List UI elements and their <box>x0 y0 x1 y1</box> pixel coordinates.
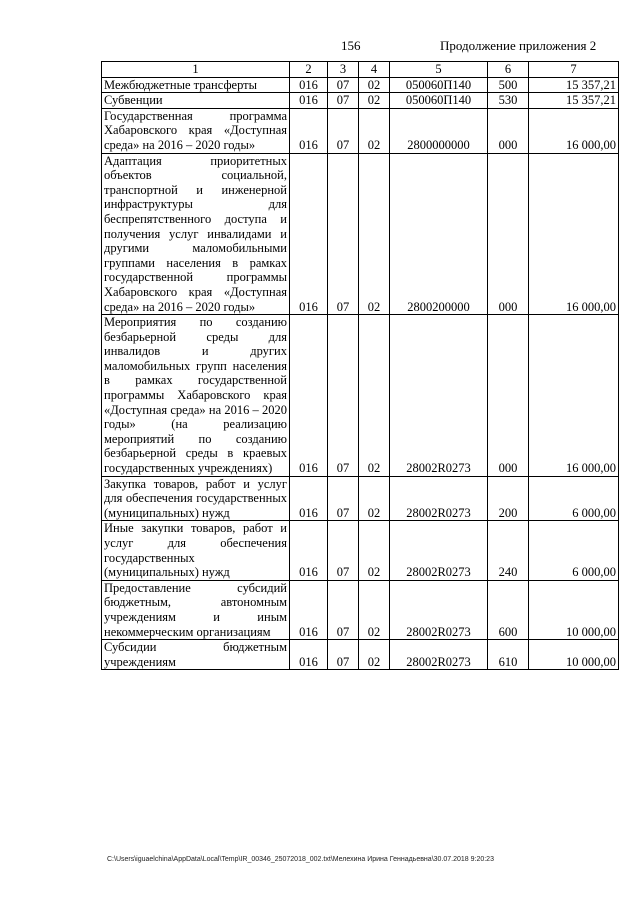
table-row <box>102 315 619 477</box>
row-name: Закупка товаров, работ и услуг для обеспечения государственных (муниципальных) нужд <box>102 476 290 521</box>
table-row <box>102 640 619 670</box>
row-code-6: 000 <box>488 153 529 315</box>
row-code-4: 02 <box>359 580 390 639</box>
row-sum: 15 357,21 <box>529 93 619 109</box>
row-sum: 6 000,00 <box>529 521 619 580</box>
table-row <box>102 476 619 521</box>
row-sum: 10 000,00 <box>529 640 619 670</box>
row-code-3: 07 <box>328 153 359 315</box>
column-header: 5 <box>390 62 488 78</box>
row-name: Предоставление субсидий бюджетным, автономным учреждениям и иным некоммерческим организациям <box>102 580 290 639</box>
table-row <box>102 521 619 580</box>
row-code-5: 050060П140 <box>390 93 488 109</box>
row-code-6: 610 <box>488 640 529 670</box>
row-code-3: 07 <box>328 108 359 153</box>
row-code-5: 2800000000 <box>390 108 488 153</box>
row-code-3: 07 <box>328 580 359 639</box>
row-code-6: 600 <box>488 580 529 639</box>
row-name: Межбюджетные трансферты <box>102 77 290 93</box>
budget-table <box>101 61 619 670</box>
row-sum: 10 000,00 <box>529 580 619 639</box>
row-name: Иные закупки товаров, работ и услуг для обеспечения государственных (муниципальных) нужд <box>102 521 290 580</box>
column-header: 3 <box>328 62 359 78</box>
row-code-3: 07 <box>328 93 359 109</box>
row-name: Субсидии бюджетным учреждениям <box>102 640 290 670</box>
row-code-6: 500 <box>488 77 529 93</box>
row-sum: 15 357,21 <box>529 77 619 93</box>
page-number: 156 <box>341 38 361 53</box>
row-name: Адаптация приоритетных объектов социальной, транспортной и инженерной инфраструктуры для беспрепятственного доступа и получения услуг инвалидами и другими маломобильными группами населения в рамках государственной программы Хабаровского края «Доступная среда» на 2016 – 2020 годы» <box>102 153 290 315</box>
row-code-2: 016 <box>290 580 328 639</box>
row-code-4: 02 <box>359 153 390 315</box>
table-row <box>102 153 619 315</box>
file-path-footer: C:\Users\iguaelchina\AppData\Local\Temp\IR_00346_25072018_002.txt\Мелехина Ирина Геннадьевна\30.07.2018 9:20:23 <box>107 856 494 863</box>
row-code-6: 000 <box>488 315 529 477</box>
row-code-2: 016 <box>290 77 328 93</box>
continuation-label: Продолжение приложения 2 <box>440 38 597 53</box>
row-name: Субвенции <box>102 93 290 109</box>
row-sum: 6 000,00 <box>529 476 619 521</box>
row-code-5: 2800200000 <box>390 153 488 315</box>
row-code-4: 02 <box>359 93 390 109</box>
row-code-5: 28002R0273 <box>390 640 488 670</box>
row-code-3: 07 <box>328 640 359 670</box>
table-header-row <box>102 62 619 78</box>
row-code-3: 07 <box>328 77 359 93</box>
row-code-2: 016 <box>290 153 328 315</box>
row-code-6: 530 <box>488 93 529 109</box>
column-header: 4 <box>359 62 390 78</box>
row-sum: 16 000,00 <box>529 108 619 153</box>
row-code-4: 02 <box>359 521 390 580</box>
row-code-2: 016 <box>290 521 328 580</box>
row-code-4: 02 <box>359 315 390 477</box>
row-code-5: 050060П140 <box>390 77 488 93</box>
row-code-6: 240 <box>488 521 529 580</box>
column-header: 6 <box>488 62 529 78</box>
table-row <box>102 77 619 93</box>
row-code-2: 016 <box>290 476 328 521</box>
row-code-2: 016 <box>290 315 328 477</box>
row-code-4: 02 <box>359 640 390 670</box>
table-row <box>102 580 619 639</box>
row-name: Государственная программа Хабаровского края «Доступная среда» на 2016 – 2020 годы» <box>102 108 290 153</box>
row-code-2: 016 <box>290 640 328 670</box>
row-code-3: 07 <box>328 315 359 477</box>
column-header: 2 <box>290 62 328 78</box>
row-sum: 16 000,00 <box>529 315 619 477</box>
row-code-3: 07 <box>328 521 359 580</box>
row-code-2: 016 <box>290 108 328 153</box>
column-header: 1 <box>102 62 290 78</box>
row-code-4: 02 <box>359 108 390 153</box>
row-code-2: 016 <box>290 93 328 109</box>
row-code-3: 07 <box>328 476 359 521</box>
row-code-6: 000 <box>488 108 529 153</box>
table-row <box>102 93 619 109</box>
row-code-5: 28002R0273 <box>390 580 488 639</box>
row-name: Мероприятия по созданию безбарьерной среды для инвалидов и других маломобильных групп населения в рамках государственной программы Хабаровского края «Доступная среда» на 2016 – 2020 годы» (на реализацию мероприятий по созданию безбарьерной среды в краевых государственных учреждениях) <box>102 315 290 477</box>
row-code-6: 200 <box>488 476 529 521</box>
table-row <box>102 108 619 153</box>
row-code-4: 02 <box>359 77 390 93</box>
column-header: 7 <box>529 62 619 78</box>
row-code-5: 28002R0273 <box>390 476 488 521</box>
row-code-4: 02 <box>359 476 390 521</box>
row-sum: 16 000,00 <box>529 153 619 315</box>
row-code-5: 28002R0273 <box>390 315 488 477</box>
row-code-5: 28002R0273 <box>390 521 488 580</box>
